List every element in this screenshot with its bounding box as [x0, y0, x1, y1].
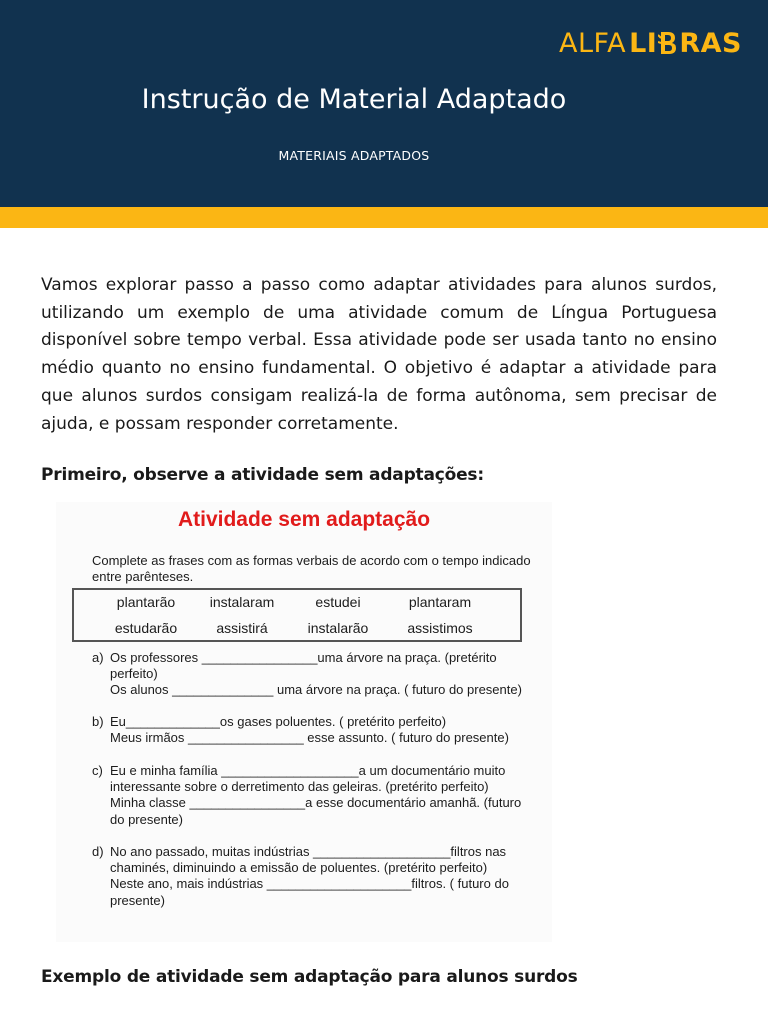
alfalibras-logo[interactable]	[559, 26, 742, 60]
hand-b-icon	[658, 30, 678, 56]
question-letter: b)	[92, 714, 104, 729]
word-bank-item: assistimos	[407, 620, 473, 636]
logo-prefix: ALFA	[559, 27, 627, 59]
question-text: Eu_____________os gases poluentes. ( pretérito perfeito) Meus irmãos ________________ esse assunto. ( futuro do presente)	[110, 714, 509, 746]
page-title: Instrução de Material Adaptado	[141, 84, 567, 115]
page-header	[0, 0, 768, 207]
section-heading-original-activity: Primeiro, observe a atividade sem adaptações:	[41, 465, 484, 485]
word-bank-item: instalaram	[209, 594, 275, 610]
accent-stripe	[0, 207, 768, 228]
activity-instruction: Complete as frases com as formas verbais de acordo com o tempo indicado entre parênteses.	[92, 553, 531, 584]
question-letter: d)	[92, 844, 104, 859]
word-bank-item: estudei	[315, 594, 361, 610]
word-bank-item: plantarão	[116, 594, 176, 610]
word-bank	[72, 588, 522, 642]
question-a	[92, 650, 548, 699]
question-letter: a)	[92, 650, 104, 665]
word-bank-item: assistirá	[216, 620, 268, 636]
activity-image	[56, 502, 552, 942]
question-b	[92, 714, 548, 746]
intro-paragraph: Vamos explorar passo a passo como adaptar atividades para alunos surdos, utilizando um exemplo de uma atividade comum de Língua Portuguesa disponível sobre tempo verbal. Essa atividade pode ser usada tanto no ensino médio quanto no ensino fundamental. O objetivo é adaptar a atividade para que alunos surdos consigam realizá-la de forma autônoma, sem precisar de ajuda, e possam responder corretamente.	[41, 275, 717, 434]
activity-title: Atividade sem adaptação	[177, 508, 431, 531]
category-label[interactable]: MATERIAIS ADAPTADOS	[278, 148, 430, 163]
question-d	[92, 844, 548, 909]
question-text: Os professores ________________uma árvore na praça. (pretérito perfeito) Os alunos ______________ uma árvore na praça. ( futuro do presente)	[110, 650, 522, 698]
question-text: Eu e minha família ___________________a um documentário muito interessante sobre o derretimento das geleiras. (pretérito perfeito) Minha classe ________________a esse documentário amanhã. (futuro do presente)	[110, 763, 522, 827]
question-text: No ano passado, muitas indústrias ___________________filtros nas chaminés, diminuindo a emissão de poluentes. (pretérito perfeito) Neste ano, mais indústrias ____________________filtros. ( futuro do presente)	[110, 844, 509, 908]
word-bank-item: estudarão	[114, 620, 178, 636]
word-bank-item: instalarão	[307, 620, 369, 636]
question-c	[92, 763, 548, 828]
word-bank-item: plantaram	[408, 594, 472, 610]
section-heading-example: Exemplo de atividade sem adaptação para alunos surdos	[41, 967, 578, 987]
logo-suffix: LI RAS	[629, 27, 742, 59]
question-letter: c)	[92, 763, 103, 778]
